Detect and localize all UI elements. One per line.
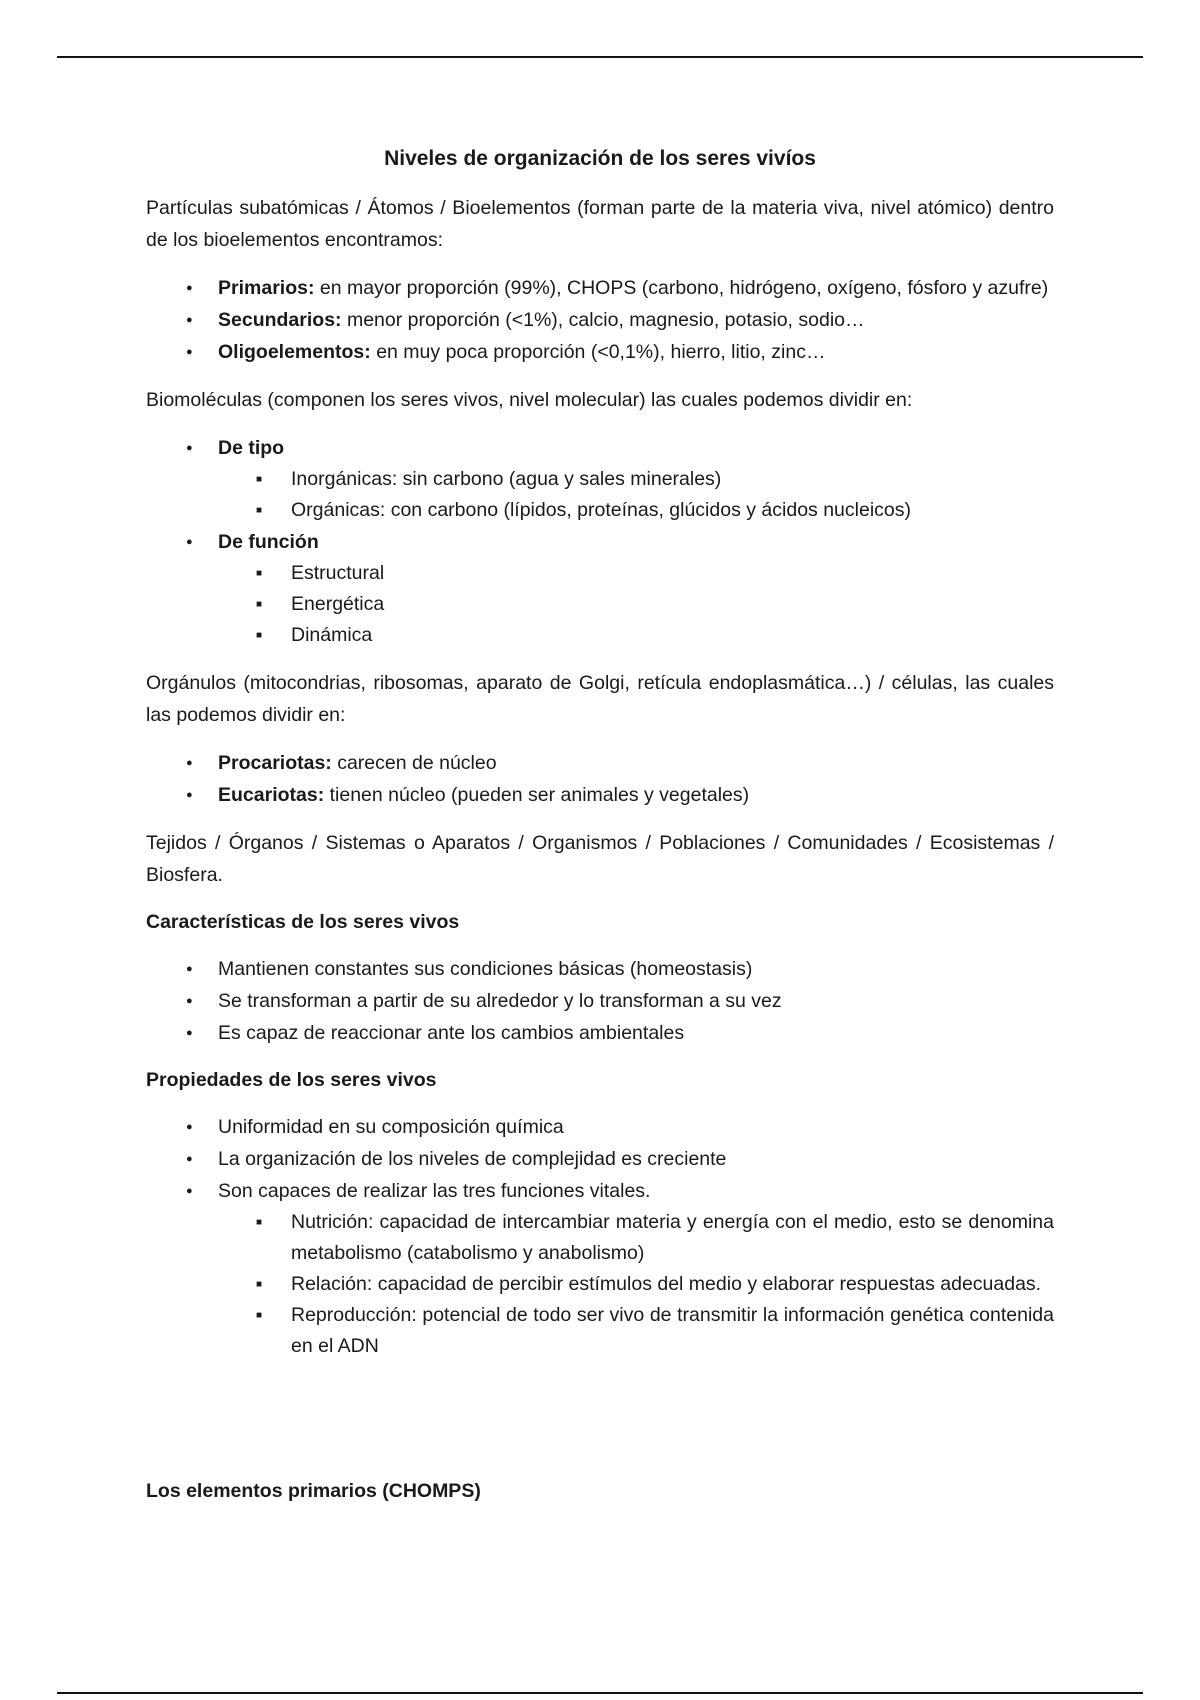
list-item: ● Se transforman a partir de su alrededor y lo transforman a su vez xyxy=(146,985,1054,1017)
sublist-item: ■ Energética xyxy=(146,589,1054,620)
sublist-item: ■ Dinámica xyxy=(146,620,1054,651)
item-label: De tipo xyxy=(218,437,285,459)
intro-paragraph: Partículas subatómicas / Átomos / Bioelementos (forman parte de la materia viva, nivel atómico) dentro de los bioelementos encontramos: xyxy=(146,197,1054,251)
bioelementos-list xyxy=(146,272,1054,368)
sublist-item: ■ Estructural xyxy=(146,558,1054,589)
list-item xyxy=(146,526,1054,651)
biomoleculas-list xyxy=(146,432,1054,651)
item-text: en mayor proporción (99%), CHOPS (carbono, hidrógeno, oxígeno, fósforo y azufre) xyxy=(314,277,1049,299)
document-body xyxy=(146,144,1054,1522)
page-title: Niveles de organización de los seres vivíos xyxy=(384,147,816,170)
list-item xyxy=(146,747,1054,779)
list-item: ● Mantienen constantes sus condiciones básicas (homeostasis) xyxy=(146,953,1054,985)
list-item: ● Uniformidad en su composición química xyxy=(146,1111,1054,1143)
list-item xyxy=(146,779,1054,811)
niveles-paragraph: Tejidos / Órganos / Sistemas o Aparatos / Organismos / Poblaciones / Comunidades / Ecosistemas / Biosfera. xyxy=(146,832,1054,886)
sublist-item: ■ Orgánicas: con carbono (lípidos, proteínas, glúcidos y ácidos nucleicos) xyxy=(146,495,1054,526)
sublist-item: ■ Reproducción: potencial de todo ser vivo de transmitir la información genética contenida en el ADN xyxy=(146,1300,1054,1362)
sublist-item: ■ Relación: capacidad de percibir estímulos del medio y elaborar respuestas adecuadas. xyxy=(146,1269,1054,1300)
item-label: Procariotas: xyxy=(218,752,332,774)
organulos-paragraph: Orgánulos (mitocondrias, ribosomas, aparato de Golgi, retícula endoplasmática…) / células, las cuales las podemos dividir en: xyxy=(146,672,1054,726)
list-item xyxy=(146,272,1054,304)
sublist xyxy=(218,558,1054,651)
item-label: Eucariotas: xyxy=(218,784,325,806)
item-label: Primarios: xyxy=(218,277,315,299)
item-text: Son capaces de realizar las tres funciones vitales. xyxy=(218,1180,651,1202)
sublist xyxy=(218,464,1054,526)
item-text: menor proporción (<1%), calcio, magnesio, potasio, sodio… xyxy=(341,309,865,331)
list-item: ● La organización de los niveles de complejidad es creciente xyxy=(146,1143,1054,1175)
propiedades-list xyxy=(146,1111,1054,1362)
list-item: ● Es capaz de reaccionar ante los cambios ambientales xyxy=(146,1017,1054,1049)
item-label: Oligoelementos: xyxy=(218,341,371,363)
propiedades-heading: Propiedades de los seres vivos xyxy=(146,1069,437,1091)
sublist-item: ■ Inorgánicas: sin carbono (agua y sales minerales) xyxy=(146,464,1054,495)
caracteristicas-list xyxy=(146,953,1054,1049)
elementos-primarios-heading: Los elementos primarios (CHOMPS) xyxy=(146,1480,481,1502)
list-item xyxy=(146,432,1054,526)
footer-rule xyxy=(57,1692,1143,1694)
header-rule xyxy=(57,56,1143,58)
list-item xyxy=(146,336,1054,368)
list-item xyxy=(146,304,1054,336)
item-text: tienen núcleo (pueden ser animales y vegetales) xyxy=(324,784,750,806)
item-text: carecen de núcleo xyxy=(331,752,497,774)
item-label: De función xyxy=(218,531,319,553)
item-text: en muy poca proporción (<0,1%), hierro, litio, zinc… xyxy=(370,341,826,363)
caracteristicas-heading: Características de los seres vivos xyxy=(146,911,460,933)
list-item xyxy=(146,1175,1054,1362)
sublist xyxy=(218,1207,1054,1362)
item-label: Secundarios: xyxy=(218,309,342,331)
biomoleculas-paragraph: Biomoléculas (componen los seres vivos, nivel molecular) las cuales podemos dividir en: xyxy=(146,389,913,411)
celulas-list xyxy=(146,747,1054,811)
sublist-item: ■ Nutrición: capacidad de intercambiar materia y energía con el medio, esto se denomina metabolismo (catabolismo y anabolismo) xyxy=(146,1207,1054,1269)
